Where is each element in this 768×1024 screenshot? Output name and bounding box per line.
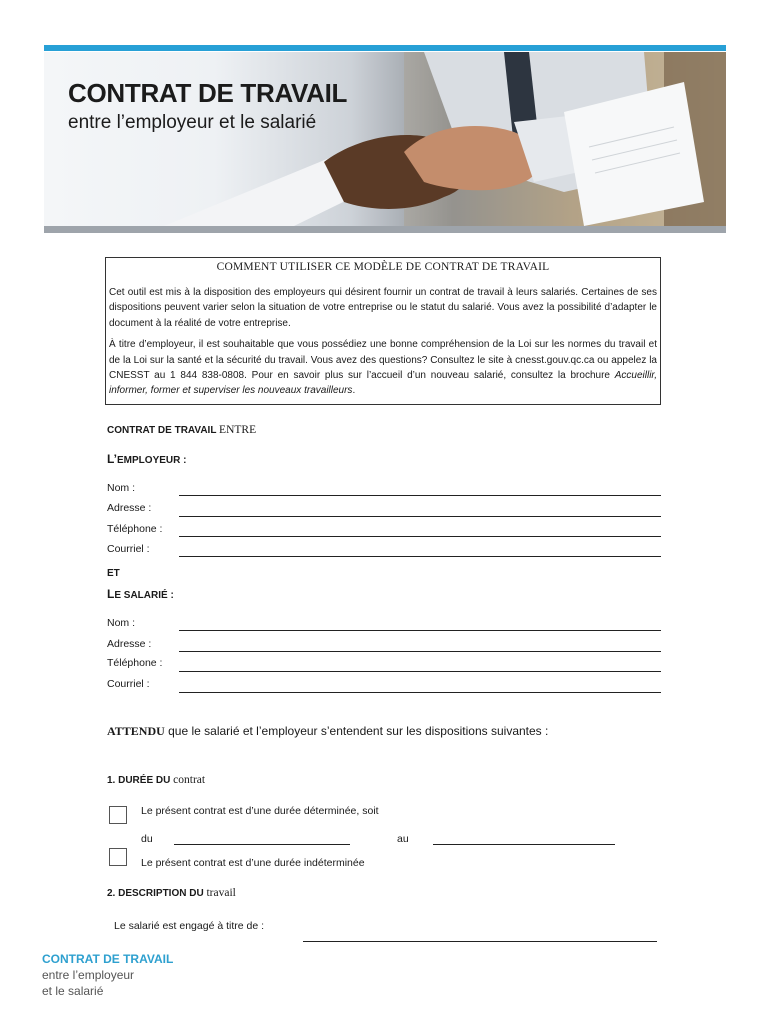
employer-email-label: Courriel : <box>107 543 150 555</box>
instructions-paragraph-2-text: À titre d’employeur, il est souhaitable que vous possédiez une bonne compréhension de la Loi sur les normes du travail et de la Loi sur la santé et la sécurité du travail. Vous avez des questions? Consultez le site à cnesst.gouv.qc.ca ou appelez la CNESST au 1 844 838-0808. Pour en savoir plus sur l’accueil d’un nouveau salarié, consultez la brochure <box>109 339 657 382</box>
employee-heading <box>107 587 174 601</box>
employee-heading-initial: L <box>107 587 115 601</box>
employee-address-label: Adresse : <box>107 638 152 650</box>
attendu-rest: que le salarié et l’employeur s’entendent sur les dispositions suivantes : <box>164 724 549 738</box>
employee-heading-rest: E SALARIÉ : <box>114 590 174 601</box>
banner-top-rule <box>44 45 726 51</box>
footer-title: CONTRAT DE TRAVAIL <box>42 952 174 966</box>
indefinite-term-checkbox[interactable] <box>109 848 127 866</box>
section1-heading-serif: contrat <box>173 774 206 786</box>
employer-phone-label: Téléphone : <box>107 523 163 535</box>
indefinite-term-label: Le présent contrat est d’une durée indéterminée <box>141 857 365 869</box>
employee-phone-label: Téléphone : <box>107 657 163 669</box>
section2-heading <box>107 887 236 899</box>
from-label: du <box>141 833 153 845</box>
footer-subtitle-1: entre l’employeur <box>42 968 135 982</box>
employee-email-label: Courriel : <box>107 678 150 690</box>
section1-heading-bold: 1. DURÉE DU <box>107 775 171 786</box>
employee-phone-field[interactable] <box>179 671 661 672</box>
employer-phone-field[interactable] <box>179 536 661 537</box>
job-title-label: Le salarié est engagé à titre de : <box>114 920 265 932</box>
instructions-paragraph-2-end: . <box>352 385 356 397</box>
banner-bottom-rule <box>44 226 726 233</box>
job-title-field[interactable] <box>303 941 657 942</box>
employee-address-field[interactable] <box>179 651 661 652</box>
footer-subtitle-2: et le salarié <box>42 984 104 998</box>
contract-heading <box>107 424 256 436</box>
contract-heading-serif: ENTRE <box>219 424 257 436</box>
header-banner <box>44 52 726 226</box>
attendu-statement <box>107 724 548 739</box>
banner-subtitle: entre l’employeur et le salarié <box>68 112 317 133</box>
instructions-box <box>105 257 661 405</box>
to-date-field[interactable] <box>433 844 615 845</box>
banner-title: CONTRAT DE TRAVAIL <box>68 78 348 108</box>
section2-heading-bold: 2. DESCRIPTION DU <box>107 888 204 899</box>
section1-heading <box>107 774 205 786</box>
employer-name-field[interactable] <box>179 495 661 496</box>
fixed-term-label: Le présent contrat est d’une durée déterminée, soit <box>141 805 379 817</box>
employer-email-field[interactable] <box>179 556 661 557</box>
et-label: ET <box>107 568 120 579</box>
employee-name-field[interactable] <box>179 630 661 631</box>
brochure-title: Accueillir, informer, former et superviser les nouveaux travailleurs <box>109 370 657 397</box>
employer-address-field[interactable] <box>179 516 661 517</box>
employee-email-field[interactable] <box>179 692 661 693</box>
employer-heading-rest: EMPLOYEUR : <box>117 455 187 466</box>
fixed-term-checkbox[interactable] <box>109 806 127 824</box>
contract-heading-bold: CONTRAT DE TRAVAIL <box>107 425 217 436</box>
instructions-paragraph-2 <box>109 337 657 399</box>
employer-heading-initial: L’ <box>107 452 118 466</box>
instructions-paragraph-1: Cet outil est mis à la disposition des employeurs qui désirent fournir un contrat de travail à leurs salariés. Certaines de ses dispositions peuvent varier selon la situation de votre entreprise ou le statut du salarié. Vous avez la possibilité d’adapter le document à la réalité de votre entreprise. <box>109 287 657 329</box>
from-date-field[interactable] <box>174 844 350 845</box>
employer-heading <box>107 452 186 466</box>
employee-name-label: Nom : <box>107 617 136 629</box>
employer-name-label: Nom : <box>107 482 136 494</box>
section2-heading-serif: travail <box>206 887 236 899</box>
employer-address-label: Adresse : <box>107 502 152 514</box>
attendu-bold: ATTENDU <box>107 724 165 738</box>
instructions-heading: COMMENT UTILISER CE MODÈLE DE CONTRAT DE TRAVAIL <box>216 261 550 273</box>
to-label: au <box>397 833 409 845</box>
